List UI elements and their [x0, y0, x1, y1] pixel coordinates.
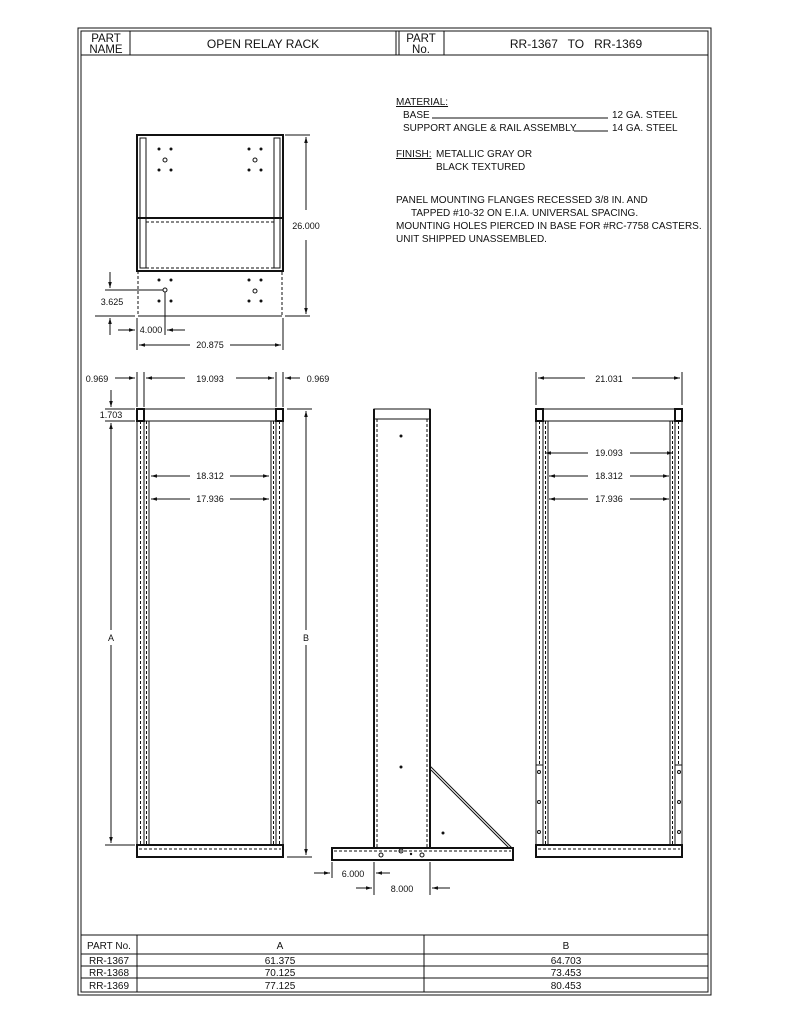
material-spec-base: 12 GA. STEEL	[612, 110, 678, 121]
dim-base-front: 6.000	[341, 869, 365, 879]
dim-flange-right: 0.969	[306, 374, 330, 384]
dim-height-a: A	[107, 633, 115, 643]
table-header-b: B	[562, 941, 570, 952]
finish-heading: FINISH:	[396, 149, 432, 160]
note-line-1: PANEL MOUNTING FLANGES RECESSED 3/8 IN. AND	[396, 195, 648, 206]
top-view	[95, 135, 320, 350]
dim-rear-opening: 17.936	[595, 494, 623, 504]
table-cell: 70.125	[264, 968, 296, 979]
dim-opening: 17.936	[196, 494, 224, 504]
front-view	[86, 372, 330, 857]
part-name-label-2: NAME	[89, 44, 123, 56]
dim-height-b: B	[302, 633, 310, 643]
note-line-4: UNIT SHIPPED UNASSEMBLED.	[396, 234, 547, 245]
dimension-table	[81, 935, 708, 992]
material-spec-rail: 14 GA. STEEL	[612, 123, 678, 134]
dim-depth: 26.000	[292, 221, 320, 231]
side-view	[314, 409, 513, 895]
table-header-part: PART No.	[87, 941, 131, 952]
part-no-label-2: No.	[412, 44, 430, 56]
dim-flange-left: 0.969	[85, 374, 109, 384]
table-cell: RR-1369	[88, 981, 130, 992]
table-cell: 61.375	[264, 956, 296, 967]
part-name-label: PART	[91, 33, 121, 45]
caster-holes-top	[158, 148, 263, 303]
table-cell: 64.703	[550, 956, 582, 967]
notes-block	[396, 97, 702, 245]
sheet-border	[78, 28, 711, 995]
dim-overall-width: 21.031	[595, 374, 623, 384]
dim-upright-depth: 8.000	[390, 884, 414, 894]
table-header-a: A	[276, 941, 284, 952]
table-cell: 80.453	[550, 981, 582, 992]
dim-outer-rail-span: 19.093	[196, 374, 224, 384]
dim-hole-y: 3.625	[100, 297, 124, 307]
table-cell: RR-1367	[88, 956, 130, 967]
rear-view	[536, 372, 682, 857]
note-line-3: MOUNTING HOLES PIERCED IN BASE FOR #RC-7758 CASTERS.	[396, 221, 702, 232]
finish-line-1: METALLIC GRAY OR	[436, 149, 533, 160]
dim-width: 20.875	[196, 340, 224, 350]
dim-rear-rail-span: 18.312	[595, 471, 623, 481]
title-block	[81, 31, 708, 56]
dim-hole-x: 4.000	[139, 325, 163, 335]
material-item-base: BASE	[403, 110, 430, 121]
part-name: OPEN RELAY RACK	[206, 37, 320, 51]
note-line-2: TAPPED #10-32 ON E.I.A. UNIVERSAL SPACING.	[411, 208, 639, 219]
table-cell: RR-1368	[88, 968, 130, 979]
table-cell: 77.125	[264, 981, 296, 992]
part-no-label: PART	[406, 33, 436, 45]
dim-top-height: 1.703	[99, 410, 123, 420]
table-cell: 73.453	[550, 968, 582, 979]
material-heading: MATERIAL:	[396, 97, 449, 108]
material-item-rail: SUPPORT ANGLE & RAIL ASSEMBLY	[403, 123, 577, 134]
dim-rail-span: 18.312	[196, 471, 224, 481]
finish-line-2: BLACK TEXTURED	[436, 162, 526, 173]
part-number-range: RR-1367 TO RR-1369	[509, 37, 643, 51]
dim-rear-outer-rail: 19.093	[595, 448, 623, 458]
